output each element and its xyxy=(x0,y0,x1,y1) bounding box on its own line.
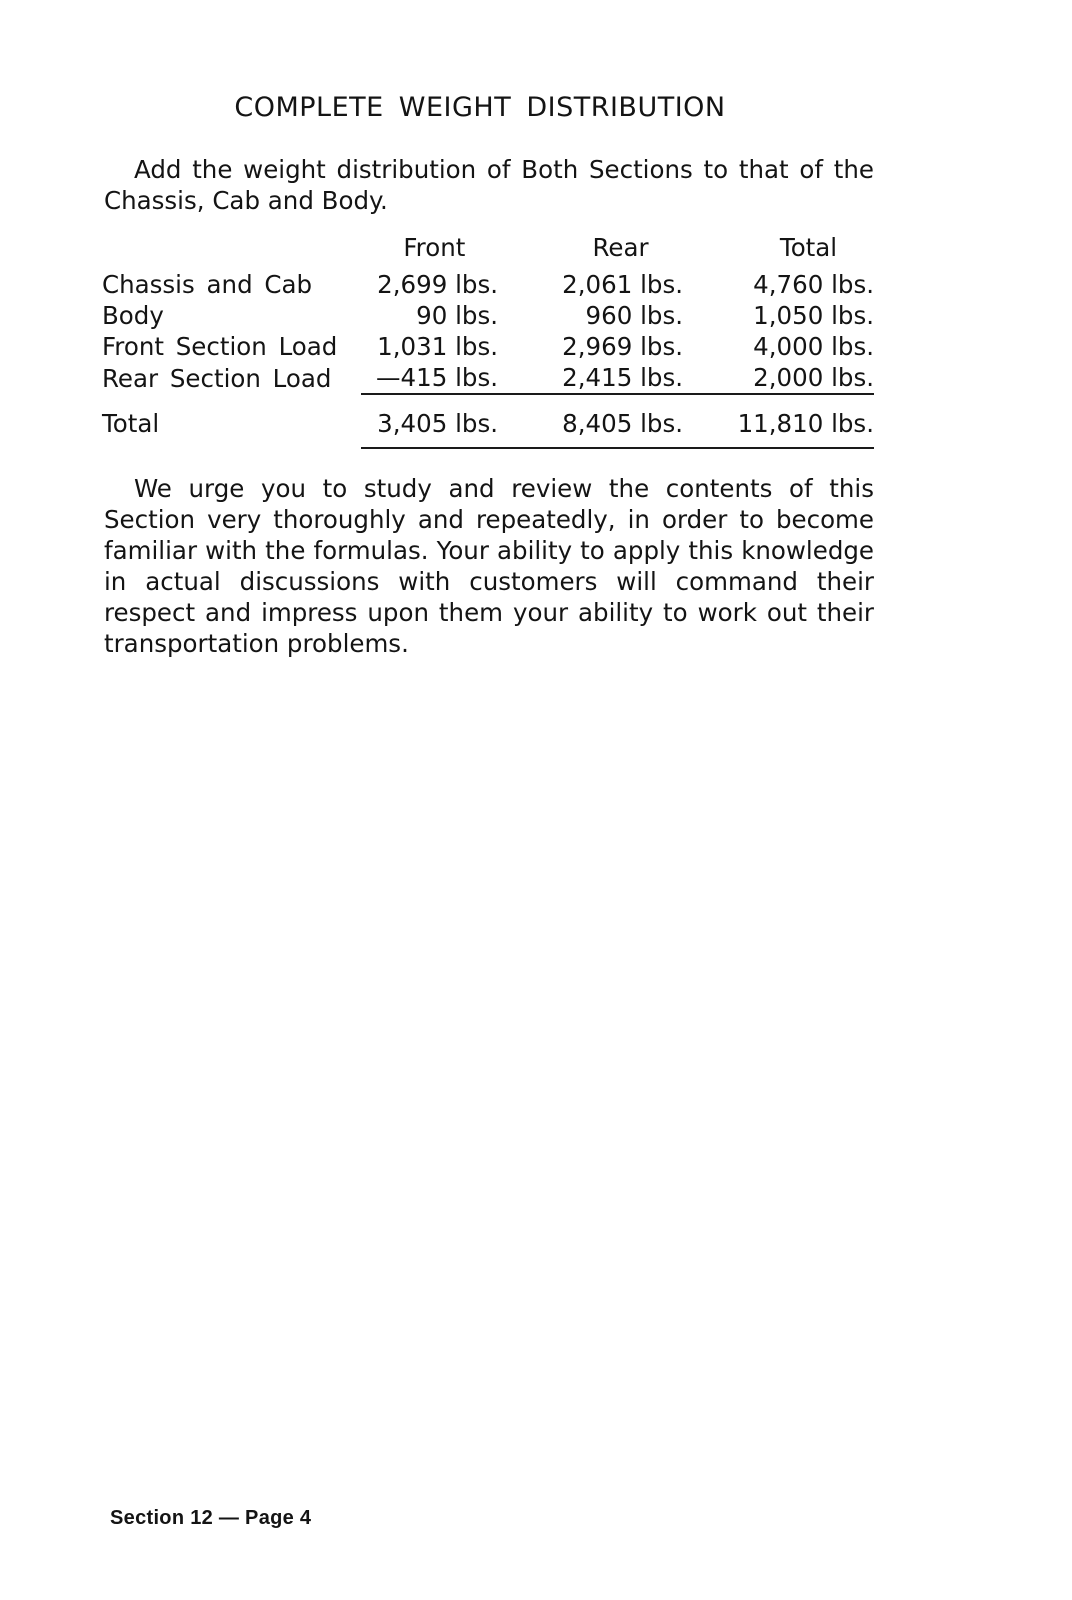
table-row xyxy=(102,300,874,331)
header-label-cell xyxy=(102,233,361,269)
total-rear: 8,405 lbs. xyxy=(498,394,683,448)
header-total: Total xyxy=(779,233,838,262)
weight-distribution-table xyxy=(102,233,874,449)
row-rear: 2,415 lbs. xyxy=(562,363,684,392)
row-total: 4,000 lbs. xyxy=(753,332,874,361)
header-front: Front xyxy=(403,233,466,262)
row-label: Rear Section Load xyxy=(102,363,332,393)
intro-paragraph: Add the weight distribution of Both Sections to that of the Chassis, Cab and Body. xyxy=(104,155,874,215)
table-header-row xyxy=(102,233,874,269)
row-total: 1,050 lbs. xyxy=(753,301,874,330)
row-rear: 960 lbs. xyxy=(585,301,684,330)
row-total: 2,000 lbs. xyxy=(753,363,874,392)
header-rear: Rear xyxy=(592,233,649,262)
total-total: 11,810 lbs. xyxy=(683,394,874,448)
table-row xyxy=(102,331,874,362)
total-front: 3,405 lbs. xyxy=(361,394,498,448)
row-front: 1,031 lbs. xyxy=(377,332,499,361)
row-rear: 2,061 lbs. xyxy=(562,270,684,299)
table-total-row xyxy=(102,394,874,448)
row-rear: 2,969 lbs. xyxy=(562,332,684,361)
table-row xyxy=(102,269,874,300)
total-label: Total xyxy=(102,409,160,438)
closing-paragraph: We urge you to study and review the contents of this Section very thoroughly and repeatedly, in order to become familiar with the formulas. Your ability to apply this knowledge in actual discussions with customers will command their respect and impress upon them your ability to work out their transportation problems. xyxy=(104,474,874,658)
page-title: COMPLETE WEIGHT DISTRIBUTION xyxy=(234,92,726,123)
row-label: Chassis and Cab xyxy=(102,270,313,299)
row-front: 2,699 lbs. xyxy=(377,270,499,299)
table-row xyxy=(102,362,874,394)
row-label: Body xyxy=(102,301,164,330)
row-total: 4,760 lbs. xyxy=(753,270,874,299)
row-label: Front Section Load xyxy=(102,332,338,361)
page-footer: Section 12 — Page 4 xyxy=(110,1507,312,1529)
row-front: 90 lbs. xyxy=(416,301,499,330)
row-front: —415 lbs. xyxy=(376,363,499,392)
